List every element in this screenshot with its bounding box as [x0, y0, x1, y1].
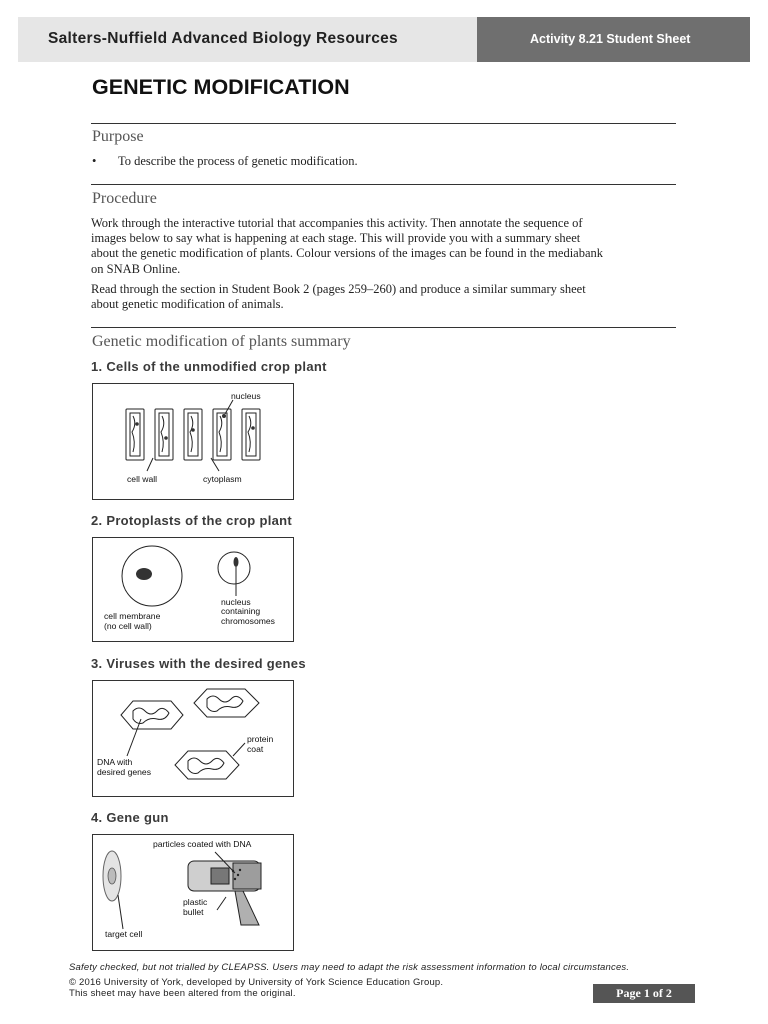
divider: [91, 327, 676, 328]
page-title: GENETIC MODIFICATION: [92, 75, 350, 99]
label-cell-wall: cell wall: [127, 474, 158, 484]
text-line: Read through the section in Student Book 2 (pages 259–260) and produce a similar summary sheet: [91, 282, 586, 296]
label-containing: containing: [221, 606, 261, 616]
activity-label: Activity 8.21 Student Sheet: [530, 32, 691, 46]
figure-protoplasts: [92, 537, 294, 642]
text-line: Work through the interactive tutorial that accompanies this activity. Then annotate the sequence of: [91, 216, 583, 230]
page-number: Page 1 of 2: [593, 984, 695, 1003]
figure-gene-gun: [92, 834, 294, 951]
safety-note: Safety checked, but not trialled by CLEAPSS. Users may need to adapt the risk assessment information to local circumstances.: [69, 962, 630, 973]
series-title: Salters-Nuffield Advanced Biology Resources: [48, 30, 398, 47]
purpose-heading: Purpose: [92, 128, 144, 145]
purpose-bullet: [92, 154, 358, 169]
divider: [91, 123, 676, 124]
divider: [91, 184, 676, 185]
label-dna-with: DNA with: [97, 757, 133, 767]
purpose-bullet-text: To describe the process of genetic modification.: [118, 154, 358, 168]
plant-cells-drawing: [93, 384, 293, 499]
figure-plant-cells: [92, 383, 294, 500]
step-2-title: 2. Protoplasts of the crop plant: [91, 513, 293, 528]
label-no-cell-wall: (no cell wall): [104, 621, 152, 631]
label-particles-coated: particles coated with DNA: [153, 839, 252, 849]
text-line: about the genetic modification of plants. Colour versions of the images can be found in the mediabank: [91, 246, 604, 261]
label-cytoplasm: cytoplasm: [203, 474, 242, 484]
summary-heading: Genetic modification of plants summary: [92, 333, 351, 350]
copyright-note: © 2016 University of York, developed by University of York Science Education Group.: [69, 977, 444, 988]
label-bullet: bullet: [183, 907, 204, 917]
figure-viruses: [92, 680, 294, 797]
header-activity-bar: [477, 17, 750, 62]
procedure-paragraph-1: [91, 216, 681, 277]
text-line: about genetic modification of animals.: [91, 297, 284, 312]
label-desired-genes: desired genes: [97, 767, 151, 777]
label-target-cell: target cell: [105, 929, 143, 939]
step-4-title: 4. Gene gun: [91, 810, 169, 825]
label-cell-membrane: cell membrane: [104, 611, 161, 621]
procedure-paragraph-2: [91, 282, 681, 312]
label-nucleus: nucleus: [221, 597, 251, 607]
text-line: on SNAB Online.: [91, 261, 181, 276]
label-chromosomes: chromosomes: [221, 616, 275, 626]
step-1-title: 1. Cells of the unmodified crop plant: [91, 359, 327, 374]
header-series-bar: [18, 17, 477, 62]
label-plastic: plastic: [183, 897, 208, 907]
step-3-title: 3. Viruses with the desired genes: [91, 656, 306, 671]
procedure-heading: Procedure: [92, 190, 157, 207]
label-nucleus: nucleus: [231, 391, 261, 401]
text-line: images below to say what is happening at each stage. This will provide you with a summary sheet: [91, 231, 581, 246]
label-coat: coat: [247, 744, 264, 754]
bullet-marker: •: [92, 154, 97, 168]
label-protein: protein: [247, 734, 274, 744]
altered-note: This sheet may have been altered from the original.: [69, 988, 296, 999]
